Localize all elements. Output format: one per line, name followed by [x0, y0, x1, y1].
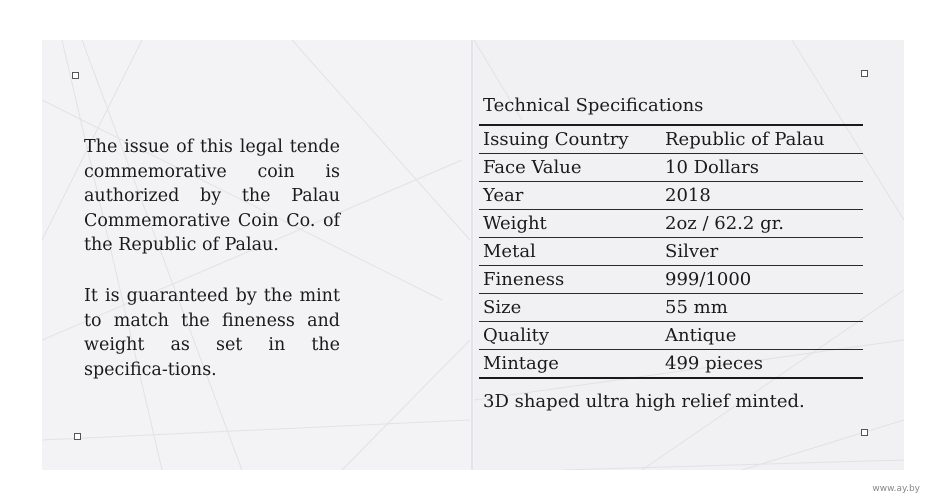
corner-mark-bottom-right — [861, 429, 868, 436]
spec-row-issuing-country — [479, 125, 863, 154]
spec-row-face-value — [479, 154, 863, 182]
spec-label: Size — [479, 294, 661, 322]
specs-title: Technical Specifications — [483, 95, 704, 116]
corner-mark-top-left — [72, 72, 79, 79]
spec-row-size — [479, 294, 863, 322]
spec-value: Antique — [661, 322, 863, 350]
spec-row-quality — [479, 322, 863, 350]
spec-value: 10 Dollars — [661, 154, 863, 182]
specs-table — [479, 124, 863, 379]
watermark: www.ay.by — [872, 484, 920, 494]
spec-label: Year — [479, 182, 661, 210]
spec-label: Issuing Country — [479, 125, 661, 154]
issue-paragraph: The issue of this legal tende commemorative coin is authorized by the Palau Commemorative Coin Co. of the Republic of Palau. — [84, 137, 340, 255]
spec-row-fineness — [479, 266, 863, 294]
spec-row-metal — [479, 238, 863, 266]
corner-mark-bottom-left — [74, 433, 81, 440]
spec-row-mintage — [479, 350, 863, 379]
spec-value: 999/1000 — [661, 266, 863, 294]
spec-value: 2oz / 62.2 gr. — [661, 210, 863, 238]
spec-value: 499 pieces — [661, 350, 863, 379]
spec-value: 55 mm — [661, 294, 863, 322]
spec-row-weight — [479, 210, 863, 238]
spec-label: Face Value — [479, 154, 661, 182]
spec-value: Republic of Palau — [661, 125, 863, 154]
spec-label: Weight — [479, 210, 661, 238]
spec-value: 2018 — [661, 182, 863, 210]
spec-row-year — [479, 182, 863, 210]
relief-note: 3D shaped ultra high relief minted. — [483, 391, 805, 412]
spec-label: Metal — [479, 238, 661, 266]
guarantee-paragraph: It is guaranteed by the mint to match the fineness and weight as set in the specifica-tions. — [84, 286, 340, 380]
spec-label: Quality — [479, 322, 661, 350]
spec-label: Mintage — [479, 350, 661, 379]
spec-value: Silver — [661, 238, 863, 266]
spec-label: Fineness — [479, 266, 661, 294]
corner-mark-top-right — [861, 70, 868, 77]
